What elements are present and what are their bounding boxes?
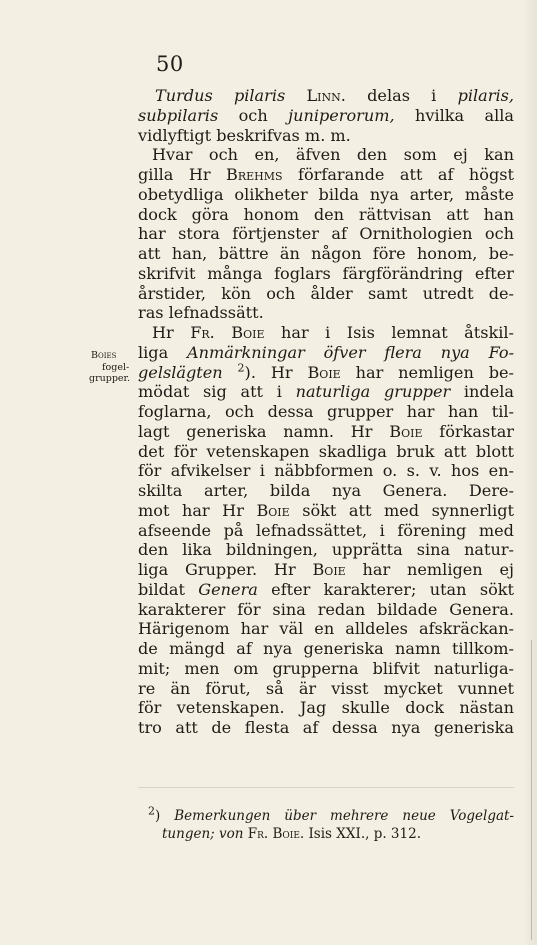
body-text: skilta arter, bilda nya Genera. Dere- (138, 481, 514, 500)
page-edge-line (531, 640, 532, 940)
body-text: sökt att med synnerligt (289, 500, 514, 520)
body-text: förfarande att af högst (282, 165, 514, 184)
body-line (138, 619, 514, 639)
body-text: Härigenom har väl en alldeles afskräckan- (138, 619, 514, 639)
body-line (138, 481, 514, 501)
body-line (138, 560, 514, 580)
body-line (138, 698, 514, 718)
body-text: karakterer för sina redan bildade Genera. (138, 599, 514, 619)
body-line (138, 205, 514, 225)
body-text (223, 363, 238, 382)
body-text: obetydliga olikheter bilda nya arter, måste (138, 184, 514, 204)
margin-note-line: fogel- (102, 361, 130, 373)
body-text: pilaris, (457, 86, 514, 105)
body-text: Linn. (306, 86, 346, 105)
footnote-divider (138, 787, 514, 788)
footnote-ref: 2 (237, 361, 245, 375)
body-text (138, 86, 514, 738)
body-text: årstider, kön och ålder samt utredt de- (138, 283, 514, 303)
footnote-text: . Isis XXI., p. 312. (299, 825, 421, 842)
body-text: Boie (312, 560, 346, 579)
body-text: afseende på lefnadssättet, i förening med (138, 520, 514, 540)
footnote-line (148, 804, 514, 826)
body-line (138, 145, 514, 165)
body-line (138, 540, 514, 560)
body-line (138, 126, 514, 146)
body-text: har nemligen be- (340, 362, 514, 382)
body-text: gelslägten (138, 362, 223, 382)
body-text: mit; men om grupperna blifvit naturliga- (138, 658, 514, 678)
body-text: Hvar och en, äfven den som ej kan (152, 145, 514, 165)
body-text: Boie (256, 500, 290, 520)
body-line (138, 501, 514, 521)
body-text: har i Isis lemnat åtskil- (264, 323, 514, 342)
page-edge-shadow (523, 0, 537, 945)
body-text: liga Grupper. Hr (138, 560, 313, 579)
body-text: den lika bildningen, upprätta sina natur- (138, 540, 514, 560)
body-line (138, 600, 514, 620)
body-text: Boie (307, 362, 341, 382)
margin-note-line: grupper. (89, 373, 131, 384)
body-line (138, 659, 514, 679)
footnote-text: ) (155, 808, 175, 824)
body-text: för vetenskapen. Jag skulle dock nästan (138, 698, 514, 718)
body-text: naturliga grupper (295, 382, 451, 402)
body-line (138, 718, 514, 738)
body-text: lagt generiska namn. Hr (138, 421, 390, 441)
body-text: foglarna, och dessa grupper har han til- (138, 402, 514, 421)
body-text: Brehms (226, 165, 283, 184)
body-text: för afvikelser i näbbformen o. s. v. hos en- (138, 461, 514, 481)
body-text: Fr. Boie (190, 323, 265, 342)
body-line (138, 264, 514, 284)
body-text: har nemligen ej (345, 560, 514, 579)
body-line (138, 284, 514, 304)
body-text: ). Hr (244, 362, 308, 382)
body-line (138, 185, 514, 205)
body-text: skrifvit många foglars färgförändring efter (138, 263, 514, 283)
footnote (148, 804, 514, 843)
footnote-text: tungen; von (162, 825, 244, 842)
body-line (138, 303, 514, 323)
body-line (138, 323, 514, 343)
body-text: de mängd af nya generiska namn tillkom- (138, 639, 514, 658)
margin-note (89, 350, 137, 385)
body-text: mödat sig att i (138, 382, 296, 402)
body-line (138, 363, 514, 383)
body-text: det för vetenskapen skadliga bruk att blott (138, 441, 514, 461)
body-text: vidlyftigt beskrifvas m. m. (138, 125, 351, 145)
body-line (155, 86, 514, 106)
footnote-text: Fr. Boie (247, 825, 300, 842)
body-text: Boie (389, 421, 423, 441)
body-text: re än förut, så är visst mycket vunnet (138, 678, 514, 698)
body-text: hvilka alla (394, 105, 514, 125)
footnote-ref: 2 (148, 804, 155, 818)
body-line (138, 343, 514, 363)
body-line (138, 165, 514, 185)
body-text: Anmärkningar öfver flera nya Fo- (187, 342, 515, 362)
page-number: 50 (156, 52, 184, 76)
body-line (138, 224, 514, 244)
body-line (138, 422, 514, 442)
body-line (138, 442, 514, 462)
body-text: tro att de flesta af dessa nya generiska (138, 718, 514, 737)
body-text: subpilaris (138, 105, 219, 125)
body-line (138, 639, 514, 659)
body-text (285, 86, 306, 105)
body-text: förkastar (422, 421, 514, 441)
body-text: mot har Hr (138, 500, 257, 520)
body-text: indela (450, 382, 514, 402)
body-line (138, 106, 514, 126)
body-text: bildat (138, 579, 199, 599)
body-text: delas i (345, 86, 458, 105)
footnote-line (162, 826, 514, 844)
body-text: ras lefnadssätt. (138, 303, 264, 323)
footnote-text: Bemerkungen über mehrere neue Vogelgat- (174, 808, 514, 824)
body-line (138, 679, 514, 699)
body-text: Genera (198, 579, 258, 599)
body-text: Hr (152, 323, 191, 342)
margin-note-line: Boies (91, 350, 117, 361)
body-text: efter karakterer; utan sökt (257, 579, 514, 599)
body-text: och (218, 105, 289, 125)
body-text: Turdus pilaris (155, 86, 286, 105)
body-text: juniperorum, (288, 105, 395, 125)
body-line (138, 521, 514, 541)
body-line (138, 402, 514, 422)
body-line (138, 461, 514, 481)
body-text: gilla Hr (138, 165, 227, 184)
body-text: dock göra honom den rättvisan att han (138, 204, 514, 224)
body-line (138, 580, 514, 600)
body-line (138, 382, 514, 402)
body-text: liga (138, 342, 188, 362)
body-line (138, 244, 514, 264)
body-text: har stora förtjenster af Ornithologien och (138, 224, 514, 244)
body-text: att han, bättre än någon före honom, be- (138, 244, 514, 263)
